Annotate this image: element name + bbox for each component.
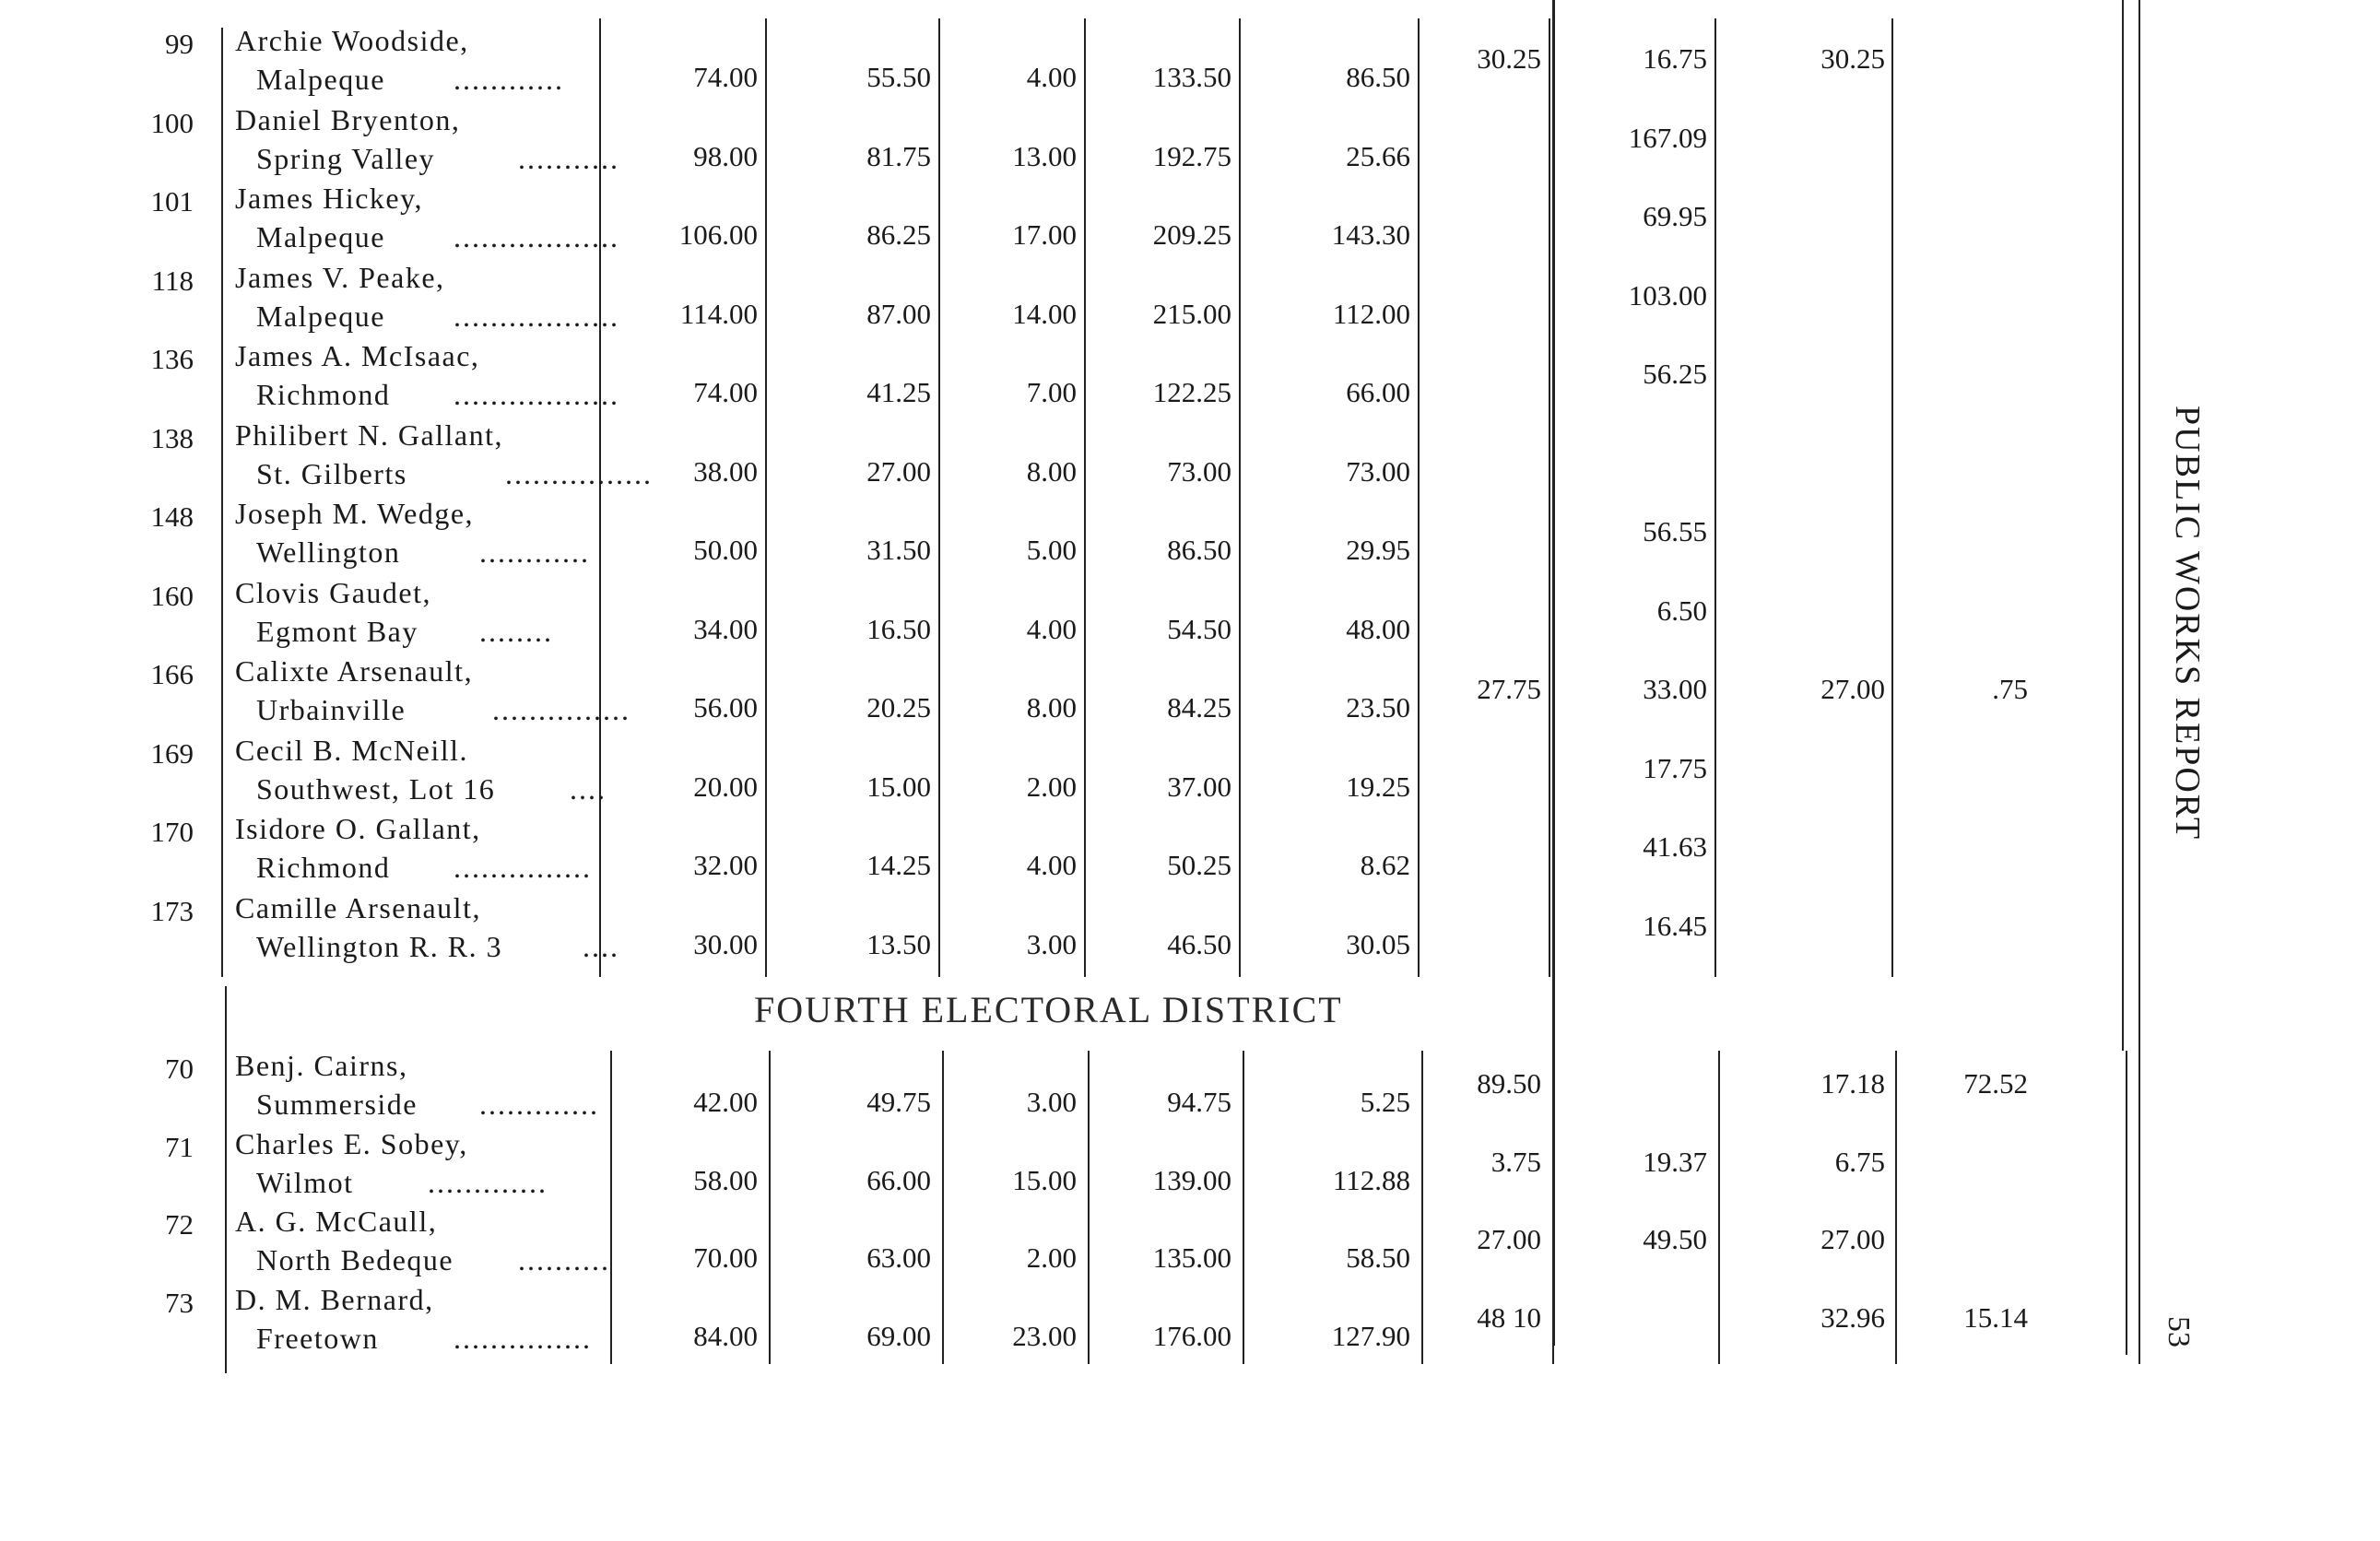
payee-location: Malpeque (256, 63, 385, 96)
payee-name: A. G. McCaull, (235, 1205, 438, 1238)
leader-dots: ................ (505, 456, 653, 490)
amount-col-8: 32.96 (1820, 1300, 1885, 1334)
column-rule (1239, 18, 1241, 977)
amount-col-4: 135.00 (1152, 1241, 1231, 1274)
column-rule (1418, 18, 1420, 977)
amount-col-5: 73.00 (1346, 454, 1410, 488)
amount-col-2: 27.00 (866, 454, 931, 488)
amount-col-2: 63.00 (866, 1241, 931, 1274)
amount-col-5: 23.50 (1346, 691, 1410, 723)
payee-location: Wellington (256, 535, 401, 569)
row-number: 138 (150, 421, 194, 454)
amount-col-4: 86.50 (1167, 534, 1231, 566)
amount-col-2: 31.50 (866, 534, 931, 566)
row-number: 101 (150, 185, 194, 218)
leader-dots: .... (570, 771, 607, 806)
amount-col-3: 8.00 (1026, 454, 1077, 488)
amount-col-3: 4.00 (1026, 61, 1077, 93)
amount-col-4: 94.75 (1167, 1086, 1231, 1118)
payee-name: Clovis Gaudet, (235, 575, 431, 609)
amount-col-1: 30.00 (693, 927, 758, 960)
amount-col-9: .75 (1992, 673, 2028, 705)
payee-name: Archie Woodside, (235, 24, 469, 57)
payee-name: Joseph M. Wedge, (235, 497, 475, 530)
payee-name: Isidore O. Gallant, (235, 812, 481, 845)
amount-col-7: 19.37 (1643, 1145, 1707, 1178)
side-title: PUBLIC WORKS REPORT (2168, 406, 2207, 841)
amount-col-3: 23.00 (1012, 1319, 1077, 1352)
column-rule (2122, 0, 2124, 977)
amount-col-2: 13.50 (866, 927, 931, 960)
amount-col-4: 133.50 (1152, 61, 1231, 93)
row-number: 72 (165, 1208, 194, 1241)
column-rule (610, 1051, 612, 1364)
column-rule (1088, 1051, 1090, 1364)
payee-name: Daniel Bryenton, (235, 102, 461, 136)
leader-dots: ........ (479, 614, 553, 648)
amount-col-7: 16.75 (1643, 42, 1707, 75)
amount-col-2: 49.75 (866, 1086, 931, 1118)
amount-col-1: 106.00 (678, 218, 758, 251)
page-number: 53 (2162, 1316, 2196, 1347)
amount-col-3: 13.00 (1012, 139, 1077, 172)
amount-col-1: 56.00 (693, 691, 758, 723)
amount-col-1: 74.00 (693, 376, 758, 408)
amount-col-3: 5.00 (1026, 534, 1077, 566)
payee-location: Malpeque (256, 299, 385, 333)
amount-col-3: 8.00 (1026, 691, 1077, 723)
amount-col-1: 38.00 (693, 454, 758, 488)
amount-col-3: 2.00 (1026, 770, 1077, 803)
row-number: 148 (150, 500, 194, 533)
column-rule (1243, 1051, 1244, 1364)
row-number: 99 (165, 28, 194, 60)
payee-location: Malpeque (256, 220, 385, 253)
payee-location: Egmont Bay (256, 614, 418, 648)
amount-col-4: 37.00 (1167, 770, 1231, 803)
amount-col-4: 84.25 (1167, 691, 1231, 723)
column-rule (1718, 1051, 1720, 1364)
leader-dots: ............... (454, 1321, 592, 1355)
row-number: 166 (150, 658, 194, 690)
row-number: 70 (165, 1053, 194, 1085)
amount-col-7: 33.00 (1643, 673, 1707, 705)
payee-location: Southwest, Lot 16 (256, 771, 496, 806)
leader-dots: .................. (454, 299, 619, 333)
payee-name: James A. McIsaac, (235, 339, 480, 372)
amount-col-2: 87.00 (866, 297, 931, 330)
payee-location: Wellington R. R. 3 (256, 929, 503, 963)
amount-col-1: 50.00 (693, 534, 758, 566)
payee-location: Richmond (256, 851, 391, 884)
amount-col-7: 69.95 (1643, 200, 1707, 232)
amount-col-7: 16.45 (1643, 909, 1707, 942)
leader-dots: ........... (518, 141, 619, 175)
amount-col-4: 209.25 (1152, 218, 1231, 251)
amount-col-5: 86.50 (1346, 61, 1410, 93)
payee-location: Freetown (256, 1321, 379, 1355)
amount-col-2: 15.00 (866, 770, 931, 803)
payee-location: Summerside (256, 1088, 418, 1121)
amount-col-3: 14.00 (1012, 297, 1077, 330)
amount-col-6: 27.00 (1477, 1223, 1541, 1255)
leader-dots: .... (583, 929, 619, 963)
amount-col-3: 17.00 (1012, 218, 1077, 251)
amount-col-2: 66.00 (866, 1163, 931, 1196)
leader-dots: .......... (518, 1243, 610, 1276)
amount-col-1: 42.00 (693, 1086, 758, 1118)
amount-col-1: 20.00 (693, 770, 758, 803)
amount-col-7: 49.50 (1643, 1223, 1707, 1255)
payee-name: Benj. Cairns, (235, 1049, 408, 1082)
amount-col-7: 41.63 (1643, 830, 1707, 863)
payee-location: Spring Valley (256, 141, 436, 175)
leader-dots: ............ (479, 535, 590, 569)
amount-col-3: 3.00 (1026, 1086, 1077, 1118)
leader-dots: ............ (454, 63, 564, 96)
amount-col-6: 3.75 (1490, 1145, 1541, 1178)
payee-name: Charles E. Sobey, (235, 1126, 468, 1160)
amount-col-4: 139.00 (1152, 1163, 1231, 1196)
amount-col-5: 29.95 (1346, 534, 1410, 566)
amount-col-5: 66.00 (1346, 376, 1410, 408)
payee-location: St. Gilberts (256, 456, 407, 490)
payee-location: Urbainville (256, 693, 406, 726)
payee-name: Calixte Arsenault, (235, 654, 474, 688)
amount-col-7: 56.25 (1643, 358, 1707, 390)
amount-col-1: 114.00 (679, 297, 758, 330)
payee-name: Cecil B. McNeill. (235, 733, 469, 767)
row-number: 170 (150, 816, 194, 848)
column-rule (225, 986, 227, 1373)
amount-col-3: 4.00 (1026, 612, 1077, 645)
row-number: 173 (150, 894, 194, 927)
payee-name: D. M. Bernard, (235, 1282, 434, 1316)
amount-col-1: 84.00 (693, 1319, 758, 1352)
column-rule (221, 28, 223, 977)
payee-location: Wilmot (256, 1165, 354, 1199)
column-rule (2126, 1051, 2127, 1355)
amount-col-7: 56.55 (1643, 515, 1707, 547)
payee-location: Richmond (256, 378, 391, 411)
amount-col-8: 6.75 (1834, 1145, 1885, 1178)
amount-col-2: 14.25 (866, 849, 931, 881)
amount-col-5: 143.30 (1331, 218, 1410, 251)
amount-col-5: 25.66 (1346, 139, 1410, 172)
payee-name: Philibert N. Gallant, (235, 418, 504, 452)
leader-dots: ............... (492, 693, 630, 726)
amount-col-2: 81.75 (866, 139, 931, 172)
district-heading: FOURTH ELECTORAL DISTRICT (754, 989, 1343, 1030)
row-number: 73 (165, 1286, 194, 1319)
amount-col-9: 72.52 (1963, 1067, 2028, 1100)
column-rule (1552, 0, 1555, 1346)
row-number: 160 (150, 579, 194, 612)
amount-col-2: 20.25 (866, 691, 931, 723)
column-rule (1714, 18, 1716, 977)
payee-name: James Hickey, (235, 182, 424, 215)
leader-dots: ............... (454, 851, 592, 884)
column-rule (1549, 18, 1550, 977)
leader-dots: ............. (479, 1088, 599, 1121)
amount-col-6: 27.75 (1477, 673, 1541, 705)
amount-col-8: 27.00 (1820, 673, 1885, 705)
amount-col-1: 34.00 (693, 612, 758, 645)
column-rule (1891, 18, 1893, 977)
amount-col-5: 58.50 (1346, 1241, 1410, 1274)
row-number: 100 (150, 106, 194, 139)
amount-col-9: 15.14 (1963, 1300, 2028, 1334)
amount-col-4: 176.00 (1152, 1319, 1231, 1352)
amount-col-4: 192.75 (1152, 139, 1231, 172)
leader-dots: ............. (428, 1165, 548, 1199)
row-number: 118 (151, 264, 194, 297)
payee-name: James V. Peake, (235, 260, 445, 294)
amount-col-2: 16.50 (866, 612, 931, 645)
amount-col-8: 17.18 (1820, 1067, 1885, 1100)
amount-col-1: 98.00 (693, 139, 758, 172)
amount-col-3: 15.00 (1012, 1163, 1077, 1196)
amount-col-4: 215.00 (1152, 297, 1231, 330)
amount-col-4: 46.50 (1167, 927, 1231, 960)
column-rule (1084, 18, 1086, 977)
row-number: 136 (150, 343, 194, 375)
amount-col-2: 55.50 (866, 61, 931, 93)
amount-col-3: 3.00 (1026, 927, 1077, 960)
amount-col-7: 6.50 (1656, 594, 1707, 627)
amount-col-1: 70.00 (693, 1241, 758, 1274)
payee-name: Camille Arsenault, (235, 890, 481, 924)
amount-col-5: 127.90 (1331, 1319, 1410, 1352)
column-rule (2122, 977, 2124, 1051)
row-number: 71 (165, 1130, 194, 1163)
amount-col-5: 5.25 (1360, 1086, 1410, 1118)
row-number: 169 (150, 736, 194, 770)
amount-col-1: 32.00 (693, 849, 758, 881)
amount-col-1: 74.00 (693, 61, 758, 93)
amount-col-4: 122.25 (1152, 376, 1231, 408)
amount-col-4: 54.50 (1167, 612, 1231, 645)
amount-col-6: 30.25 (1477, 42, 1541, 75)
amount-col-8: 30.25 (1820, 42, 1885, 75)
amount-col-5: 30.05 (1346, 927, 1410, 960)
amount-col-3: 4.00 (1026, 849, 1077, 881)
amount-col-2: 69.00 (866, 1319, 931, 1352)
amount-col-7: 103.00 (1628, 278, 1707, 312)
amount-col-7: 17.75 (1643, 751, 1707, 784)
amount-col-5: 19.25 (1346, 770, 1410, 803)
amount-col-2: 86.25 (866, 218, 931, 251)
leader-dots: .................. (454, 220, 619, 253)
amount-col-5: 112.88 (1332, 1163, 1410, 1196)
amount-col-5: 48.00 (1346, 612, 1410, 645)
amount-col-5: 8.62 (1360, 849, 1410, 881)
amount-col-4: 73.00 (1167, 454, 1231, 488)
leader-dots: .................. (454, 378, 619, 411)
column-rule (769, 1051, 771, 1364)
amount-col-3: 2.00 (1026, 1241, 1077, 1274)
amount-col-6: 48 10 (1477, 1300, 1541, 1334)
amount-col-5: 112.00 (1332, 297, 1410, 330)
amount-col-3: 7.00 (1026, 376, 1077, 408)
amount-col-1: 58.00 (693, 1163, 758, 1196)
amount-col-4: 50.25 (1167, 849, 1231, 881)
column-rule (765, 18, 767, 977)
amount-col-8: 27.00 (1820, 1223, 1885, 1255)
amount-col-7: 167.09 (1628, 121, 1707, 154)
column-rule (2138, 0, 2140, 1364)
amount-col-2: 41.25 (866, 376, 931, 408)
amount-col-6: 89.50 (1477, 1067, 1541, 1100)
payee-location: North Bedeque (256, 1243, 454, 1276)
